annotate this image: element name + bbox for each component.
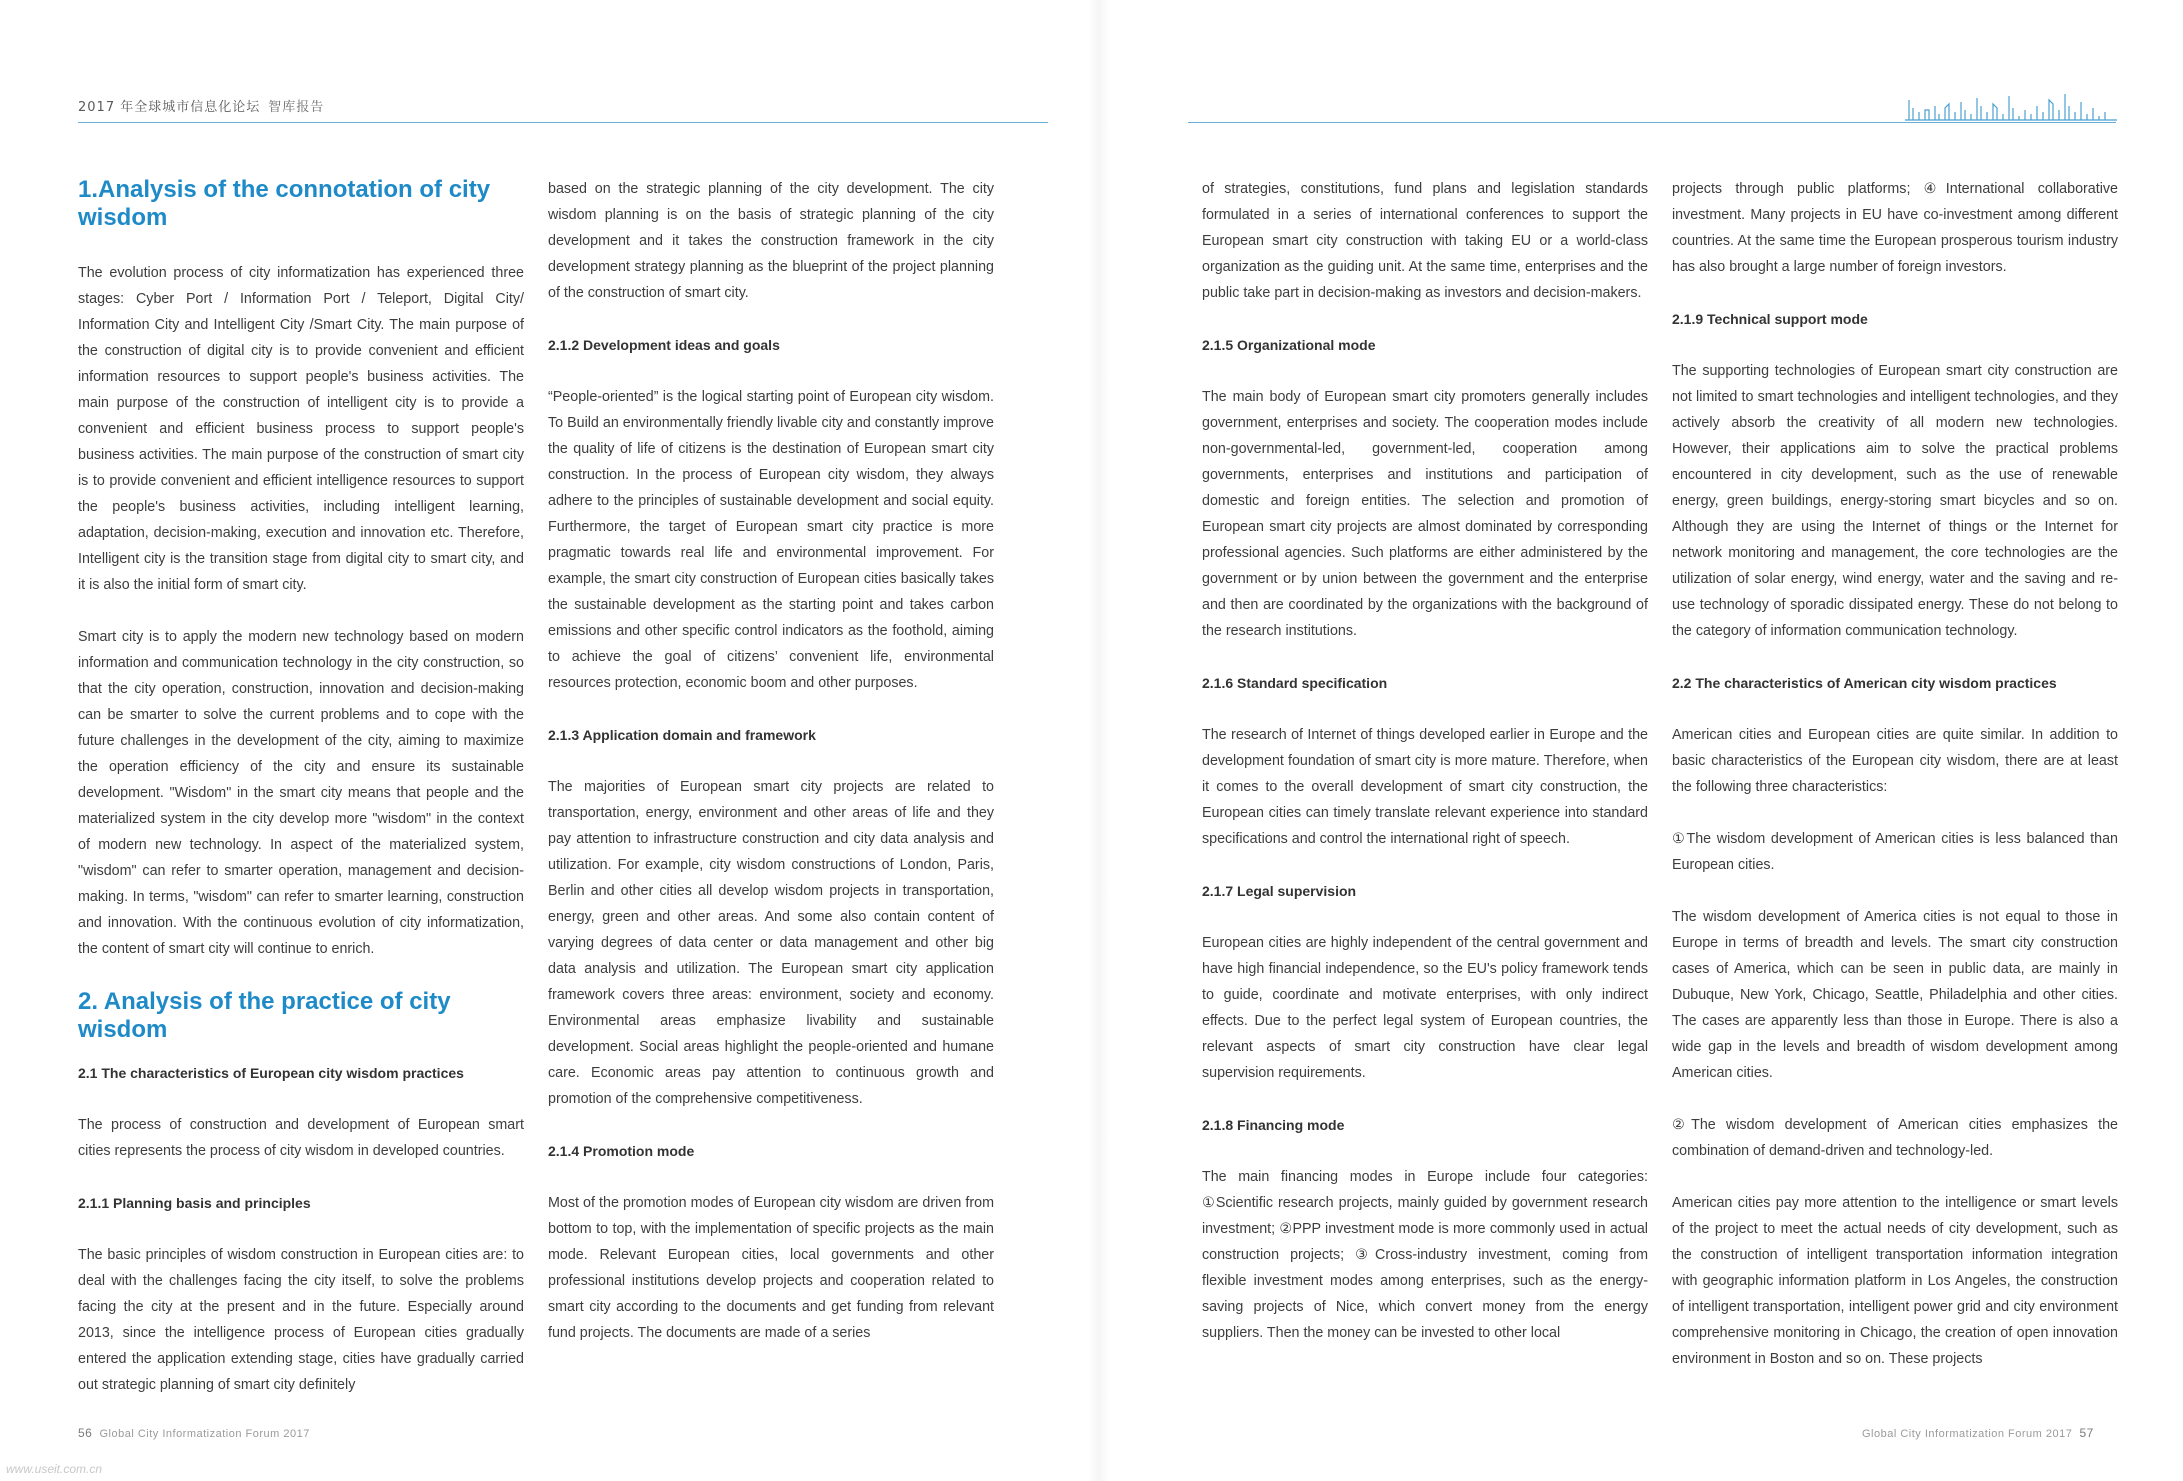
paragraph: The basic principles of wisdom construction in European cities are: to deal with the challenges facing the city itself, to solve the problems facing the city at the present and in the future. Especially around 2013, since the intelligence process of European cities gradually entered the application extending stage, cities have gradually carried out strategic planning of smart city definitely [78, 1247, 524, 1393]
subheading-2-1-9: 2.1.9 Technical support mode [1672, 311, 1868, 327]
column-3 [1202, 176, 1648, 1372]
page-gutter [1088, 0, 1110, 1481]
paragraph: ②The wisdom development of American cities emphasizes the combination of demand-driven and technology-led. [1672, 1117, 2118, 1159]
paragraph: The research of Internet of things developed earlier in Europe and the development foundation of smart city is more mature. Therefore, when it comes to the overall development of smart city construction, the European cities can timely translate relevant experience into standard specifications and control the international right of speech. [1202, 727, 1648, 847]
section-heading-2: 2. Analysis of the practice of city wisdom [78, 988, 451, 1043]
paragraph: Smart city is to apply the modern new technology based on modern information and communication technology in the city construction, so that the city operation, construction, innovation and decision-making can be smarter to solve the current problems and to cope with the future challenges in the development of the city, aiming to maximize the operation efficiency of the city and ensure its sustainable development. "Wisdom" in the smart city means that people and the materialized system in the city develop more "wisdom" in the context of modern new technology. In aspect of the materialized system, "wisdom" can refer to smarter operation, management and decision-making. In terms, "wisdom" can refer to smarter learning, construction and innovation. With the continuous evolution of city informatization, the content of smart city will continue to enrich. [78, 629, 524, 957]
paragraph: American cities pay more attention to the intelligence or smart levels of the project to meet the actual needs of city development, such as the construction of intelligent transportation information integration with geographic information platform in Los Angeles, the construction of intelligent transportation, intelligent power grid and city environment comprehensive monitoring in Chicago, the creation of open innovation environment in Boston and so on. These projects [1672, 1195, 2118, 1367]
section-heading-1: 1.Analysis of the connotation of city wisdom [78, 176, 491, 231]
subheading-2-1-1: 2.1.1 Planning basis and principles [78, 1195, 311, 1211]
header-subtitle: 智库报告 [268, 100, 325, 115]
subheading-2-1-6: 2.1.6 Standard specification [1202, 675, 1388, 691]
page-number-left: 56 [78, 1426, 93, 1440]
paragraph: The evolution process of city informatization has experienced three stages: Cyber Port / Information Port / Teleport, Digital City/ Information City and Intelligent City /Smart City. The main purpose of the construction of digital city is to provide convenient and efficient information resources to support people's business activities. The main purpose of the construction of intelligent city is to provide a convenient and efficient business process to support people's business activities. The main purpose of the construction of smart city is to provide convenient and efficient intelligence resources to support the people's business activities, including intelligent learning, adaptation, decision-making, execution and innovation etc. Therefore, Intelligent city is the transition stage from digital city to smart city, and it is also the initial form of smart city. [78, 265, 524, 593]
column-1 [78, 176, 524, 1424]
header-rule-left [78, 122, 1048, 123]
paragraph: ①The wisdom development of American cities is less balanced than European cities. [1672, 831, 2118, 873]
paragraph: The main financing modes in Europe include four categories: ①Scientific research projects, mainly guided by government research investment; ②PPP investment mode is more commonly used in actual construction projects; ③Cross-industry investment, coming from flexible investment modes among enterprises, such as the energy-saving projects of Nice, which convert money from the energy suppliers. Then the money can be invested to other local [1202, 1169, 1648, 1341]
watermark: www.useit.com.cn [6, 1462, 103, 1476]
paragraph: The supporting technologies of European smart city construction are not limited to smart technologies and intelligent technologies, and they actively absorb the creativity of all modern new technologies. However, their applications aim to solve the practical problems encountered in city development, such as the use of renewable energy, green buildings, energy-storing smart bicycles and so on. Although they are using the Internet of things or the Internet for network monitoring and management, the core technologies are the utilization of solar energy, wind energy, water and the saving and re-use technology of sporadic dissipated energy. These do not belong to the category of information communication technology. [1672, 363, 2118, 639]
subheading-2-1-2: 2.1.2 Development ideas and goals [548, 337, 780, 353]
header-rule-right [1188, 122, 2116, 123]
paragraph: “People-oriented” is the logical starting point of European city wisdom. To Build an environmentally friendly livable city and constantly improve the quality of life of citizens is the destination of European smart city construction. In the process of European city wisdom, they always adhere to the principles of sustainable development and social equity. Furthermore, the target of European smart city practice is more pragmatic towards real life and environmental improvement. For example, the smart city construction of European cities basically takes the sustainable development as the starting point and takes carbon emissions and other specific control indicators as the foothold, aiming to achieve the goal of citizens’ convenient life, environmental resources protection, economic boom and other purposes. [548, 389, 994, 691]
page-number-right: 57 [2079, 1426, 2094, 1440]
subheading-2-1-3: 2.1.3 Application domain and framework [548, 727, 816, 743]
subheading-2-1-7: 2.1.7 Legal supervision [1202, 883, 1357, 899]
footer-text-right: Global City Informatization Forum 2017 [1862, 1428, 2073, 1440]
header-title: 2017 年全球城市信息化论坛 [78, 100, 261, 115]
running-header [78, 96, 324, 115]
footer-text-left: Global City Informatization Forum 2017 [99, 1428, 310, 1440]
subheading-2-2: 2.2 The characteristics of American city wisdom practices [1672, 675, 2057, 691]
subheading-2-1: 2.1 The characteristics of European city wisdom practices [78, 1065, 464, 1081]
footer-right [1862, 1426, 2094, 1440]
paragraph: based on the strategic planning of the city development. The city wisdom planning is on the basis of strategic planning of the city development and it takes the construction framework in the city development strategy planning as the blueprint of the project planning of the construction of smart city. [548, 181, 994, 301]
paragraph: The main body of European smart city promoters generally includes government, enterprises and society. The cooperation modes include non-governmental-led, government-led, cooperation among governments, enterprises and institutions and participation of domestic and foreign entities. The selection and promotion of European smart city projects are almost dominated by corresponding professional agencies. Such platforms are either administered by the government or by union between the government and the enterprise and then are coordinated by the organizations with the background of the research institutions. [1202, 389, 1648, 639]
city-skyline-icon [1905, 86, 2117, 122]
paragraph: The process of construction and development of European smart cities represents the process of city wisdom in developed countries. [78, 1117, 524, 1159]
subheading-2-1-5: 2.1.5 Organizational mode [1202, 337, 1376, 353]
paragraph: European cities are highly independent of the central government and have high financial independence, so the EU's policy framework tends to guide, coordinate and motivate enterprises, with only indirect effects. Due to the perfect legal system of European countries, the relevant aspects of smart city construction have clear legal supervision requirements. [1202, 935, 1648, 1081]
footer-left [78, 1426, 310, 1440]
subheading-2-1-4: 2.1.4 Promotion mode [548, 1143, 695, 1159]
subheading-2-1-8: 2.1.8 Financing mode [1202, 1117, 1345, 1133]
paragraph: of strategies, constitutions, fund plans and legislation standards formulated in a series of international conferences to support the European smart city construction with taking EU or a world-class organization as the guiding unit. At the same time, enterprises and the public take part in decision-making as investors and decision-makers. [1202, 181, 1648, 301]
paragraph: The wisdom development of America cities is not equal to those in Europe in terms of breadth and levels. The smart city construction cases of America, which can be seen in public data, are mainly in Dubuque, New York, Chicago, Seattle, Philadelphia and other cities. The cases are apparently less than those in Europe. There is also a wide gap in the levels and breadth of wisdom development among American cities. [1672, 909, 2118, 1081]
paragraph: American cities and European cities are quite similar. In addition to basic characteristics of the European city wisdom, there are at least the following three characteristics: [1672, 727, 2118, 795]
paragraph: projects through public platforms; ④International collaborative investment. Many projects in EU have co-investment among different countries. At the same time the European prosperous tourism industry has also brought a large number of foreign investors. [1672, 181, 2118, 275]
column-2 [548, 176, 994, 1372]
paragraph: Most of the promotion modes of European city wisdom are driven from bottom to top, with the implementation of specific projects as the main mode. Relevant European cities, local governments and other professional institutions develop projects and cooperation related to smart city according to the documents and get funding from relevant fund projects. The documents are made of a series [548, 1195, 994, 1341]
column-4 [1672, 176, 2118, 1398]
paragraph: The majorities of European smart city projects are related to transportation, energy, environment and other areas of life and they pay attention to infrastructure construction and city data analysis and utilization. For example, city wisdom constructions of London, Paris, Berlin and other cities all develop wisdom projects in transportation, energy, green and other areas. And some also contain content of varying degrees of data center or data management and other big data analysis and utilization. The European smart city application framework covers three areas: environment, society and economy. Environmental areas emphasize livability and sustainable development. Social areas highlight the people-oriented and humane care. Economic areas pay attention to continuous growth and promotion of the comprehensive competitiveness. [548, 779, 994, 1107]
